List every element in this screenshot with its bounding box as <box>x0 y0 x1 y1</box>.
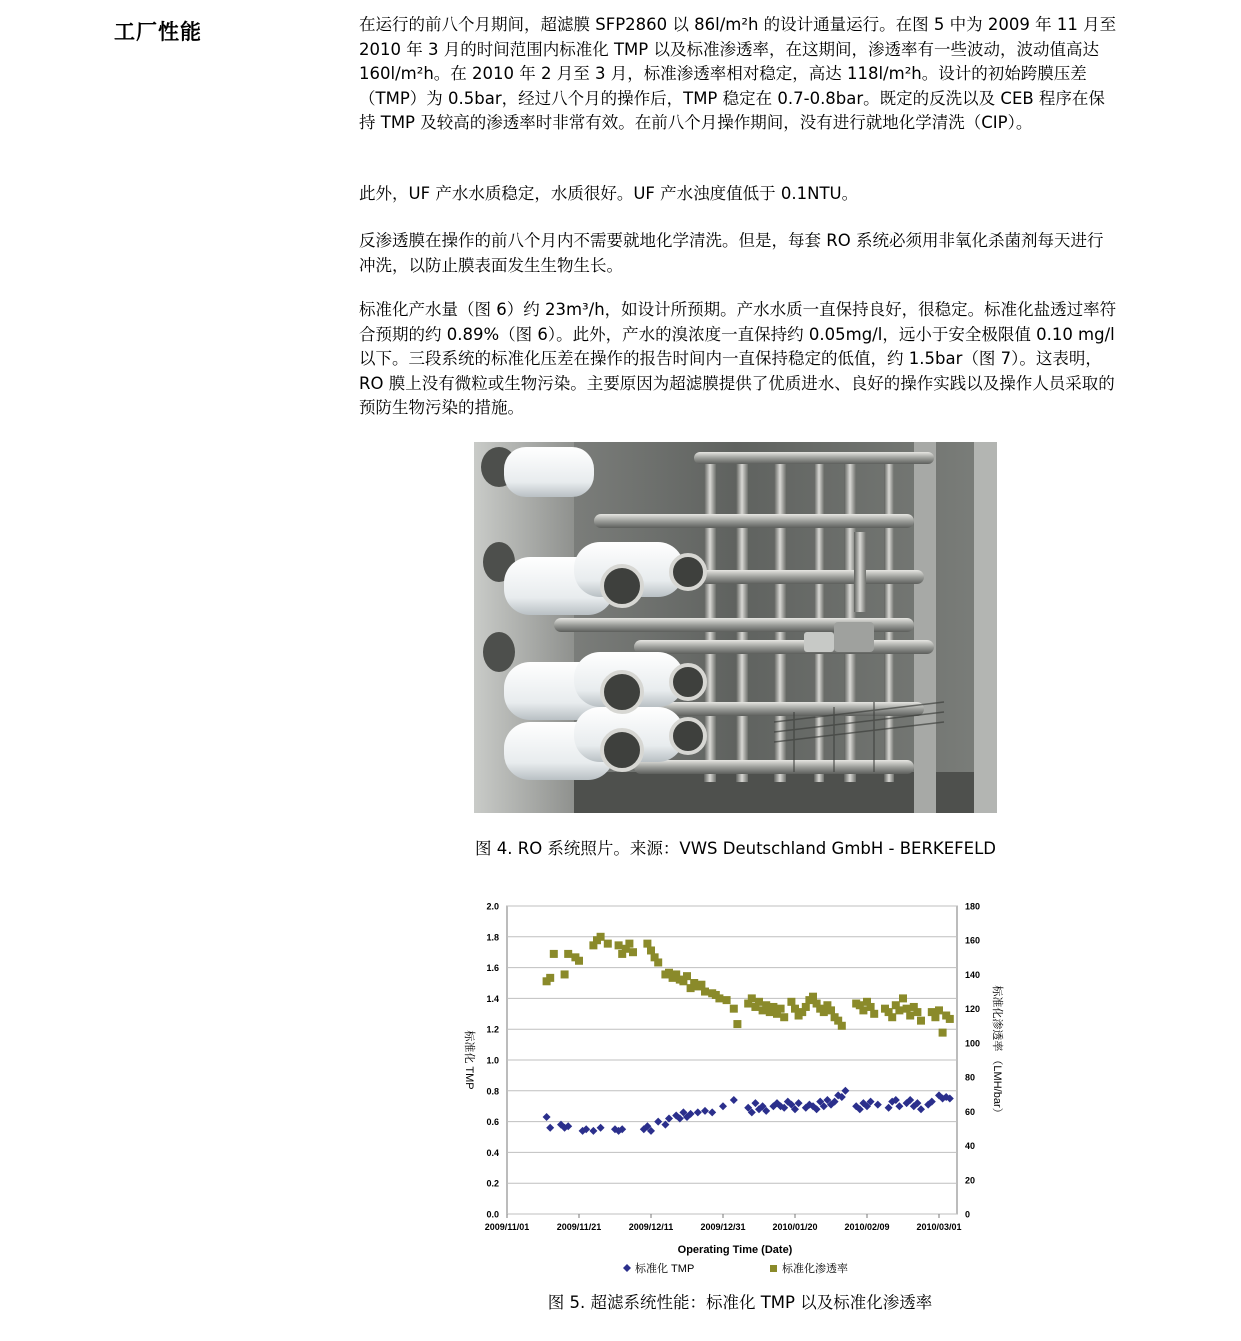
paragraph-ro-performance: 标准化产水量（图 6）约 23m³/h，如设计所预期。产水水质一直保持良好，很稳定。标准化盐透过率符合预期的约 0.89%（图 6）。此外，产水的溴浓度一直保持约 0.05mg/l，远小于安全极限值 0.10 mg/l 以下。三段系统的标准化压差在操作的报告时间内一直保持稳定的低值，约 1.5bar（图 7）。这表明，RO 膜上没有微粒或生物污染。主要原因为超滤膜提供了优质进水、良好的操作实践以及操作人员采取的预防生物污染的措施。 <box>359 300 1117 418</box>
y-right-tick-label: 80 <box>965 1072 976 1083</box>
figure4-caption: 图 4. RO 系统照片。来源：VWS Deutschland GmbH - BERKEFELD <box>475 839 996 858</box>
permeability-point <box>604 940 612 948</box>
y-right-tick-label: 160 <box>965 935 981 946</box>
legend-perm-marker <box>770 1265 777 1272</box>
y-left-tick-label: 1.2 <box>486 1024 499 1035</box>
y-right-axis-label: 标准化渗透率 （LMH/bar） <box>991 985 1003 1119</box>
permeability-point <box>870 1010 878 1018</box>
permeability-point <box>787 998 795 1006</box>
legend-tmp-label: 标准化 TMP <box>635 1263 695 1275</box>
y-left-tick-label: 0.4 <box>486 1147 499 1158</box>
y-left-tick-label: 0.8 <box>486 1086 499 1097</box>
permeability-point <box>939 1029 947 1037</box>
x-tick-label: 2009/11/21 <box>556 1222 602 1232</box>
permeability-point <box>780 1013 788 1021</box>
y-left-tick-label: 1.8 <box>486 932 499 943</box>
permeability-point <box>561 970 569 978</box>
y-left-tick-label: 0.6 <box>486 1117 499 1128</box>
permeability-point <box>809 993 817 1001</box>
permeability-point <box>935 1006 943 1014</box>
y-right-tick-label: 100 <box>965 1038 981 1049</box>
permeability-point <box>730 1005 738 1013</box>
permeability-point <box>629 948 637 956</box>
y-left-tick-label: 1.6 <box>486 963 499 974</box>
y-left-tick-label: 1.4 <box>486 993 499 1004</box>
x-tick-label: 2010/02/09 <box>844 1222 890 1232</box>
y-right-tick-label: 20 <box>965 1175 976 1186</box>
x-tick-label: 2009/11/01 <box>484 1222 530 1232</box>
permeability-point <box>906 1012 914 1020</box>
permeability-point <box>755 998 763 1006</box>
x-tick-label: 2009/12/31 <box>700 1222 746 1232</box>
legend-perm-label: 标准化渗透率 <box>782 1263 848 1275</box>
x-tick-label: 2010/01/20 <box>772 1222 818 1232</box>
permeability-point <box>733 1020 741 1028</box>
uf-performance-chart <box>440 888 1040 1283</box>
permeability-point <box>643 940 651 948</box>
x-tick-label: 2010/03/01 <box>916 1222 962 1232</box>
permeability-point <box>859 1006 867 1014</box>
permeability-point <box>550 950 558 958</box>
legend-tmp-marker <box>623 1264 631 1272</box>
permeability-point <box>895 1006 903 1014</box>
y-right-tick-label: 180 <box>965 901 981 912</box>
x-tick-label: 2009/12/11 <box>628 1222 674 1232</box>
permeability-point <box>575 957 583 965</box>
permeability-point <box>867 1003 875 1011</box>
permeability-point <box>791 1005 799 1013</box>
y-left-axis-label: 标准化 TMP <box>463 1030 475 1090</box>
paragraph-plant-performance: 在运行的前八个月期间，超滤膜 SFP2860 以 86l/m²h 的设计通量运行。在图 5 中为 2009 年 11 月至 2010 年 3 月的时间范围内标准化 TMP 以及标准渗透率，在这期间，渗透率有一些波动，波动值高达 160l/m²h。在 2010 年 2 月至 3 月，标准渗透率相对稳定，高达 118l/m²h。设计的初始跨膜压差（TMP）为 0.5bar，经过八个月的操作后，TMP 稳定在 0.7-0.8bar。既定的反洗以及 CEB 程序在保持 TMP 及较高的渗透率时非常有效。在前八个月操作期间，没有进行就地化学清洗（CIP）。 <box>359 15 1117 133</box>
y-left-tick-label: 0.2 <box>486 1178 499 1189</box>
permeability-point <box>802 1003 810 1011</box>
permeability-point <box>769 1003 777 1011</box>
permeability-point <box>820 1008 828 1016</box>
permeability-point <box>748 994 756 1002</box>
y-left-tick-label: 1.0 <box>486 1055 499 1066</box>
ro-system-photo <box>474 442 997 813</box>
permeability-point <box>762 1001 770 1009</box>
permeability-point <box>701 988 709 996</box>
y-right-tick-label: 120 <box>965 1004 981 1015</box>
permeability-point <box>715 994 723 1002</box>
permeability-point <box>654 958 662 966</box>
y-right-tick-label: 40 <box>965 1141 976 1152</box>
permeability-point <box>931 1013 939 1021</box>
permeability-point <box>597 933 605 941</box>
permeability-point <box>697 981 705 989</box>
permeability-point <box>917 1017 925 1025</box>
permeability-point <box>827 1006 835 1014</box>
y-right-tick-label: 0 <box>965 1209 971 1220</box>
paragraph-ro-cleaning: 反渗透膜在操作的前八个月内不需要就地化学清洗。但是，每套 RO 系统必须用非氧化杀菌剂每天进行冲洗，以防止膜表面发生生物生长。 <box>359 231 1104 275</box>
legend <box>623 1261 848 1275</box>
y-right-tick-label: 140 <box>965 969 981 980</box>
permeability-point <box>647 946 655 954</box>
permeability-point <box>723 996 731 1004</box>
permeability-point <box>683 972 691 980</box>
y-left-tick-label: 0.0 <box>486 1209 499 1220</box>
permeability-point <box>625 940 633 948</box>
permeability-point <box>564 950 572 958</box>
figure5-caption: 图 5. 超滤系统性能：标准化 TMP 以及标准化渗透率 <box>547 1293 933 1312</box>
permeability-point <box>946 1015 954 1023</box>
permeability-point <box>913 1008 921 1016</box>
permeability-point <box>546 974 554 982</box>
permeability-point <box>903 1005 911 1013</box>
paragraph-uf-quality: 此外，UF 产水水质稳定，水质很好。UF 产水浊度值低于 0.1NTU。 <box>359 184 859 203</box>
permeability-point <box>615 941 623 949</box>
permeability-point <box>838 1022 846 1030</box>
permeability-point <box>888 1013 896 1021</box>
section-heading: 工厂性能 <box>114 20 202 44</box>
x-axis-label: Operating Time (Date) <box>677 1244 793 1256</box>
permeability-point <box>777 1005 785 1013</box>
permeability-point <box>899 994 907 1002</box>
y-left-tick-label: 2.0 <box>486 901 499 912</box>
y-right-tick-label: 60 <box>965 1106 976 1117</box>
